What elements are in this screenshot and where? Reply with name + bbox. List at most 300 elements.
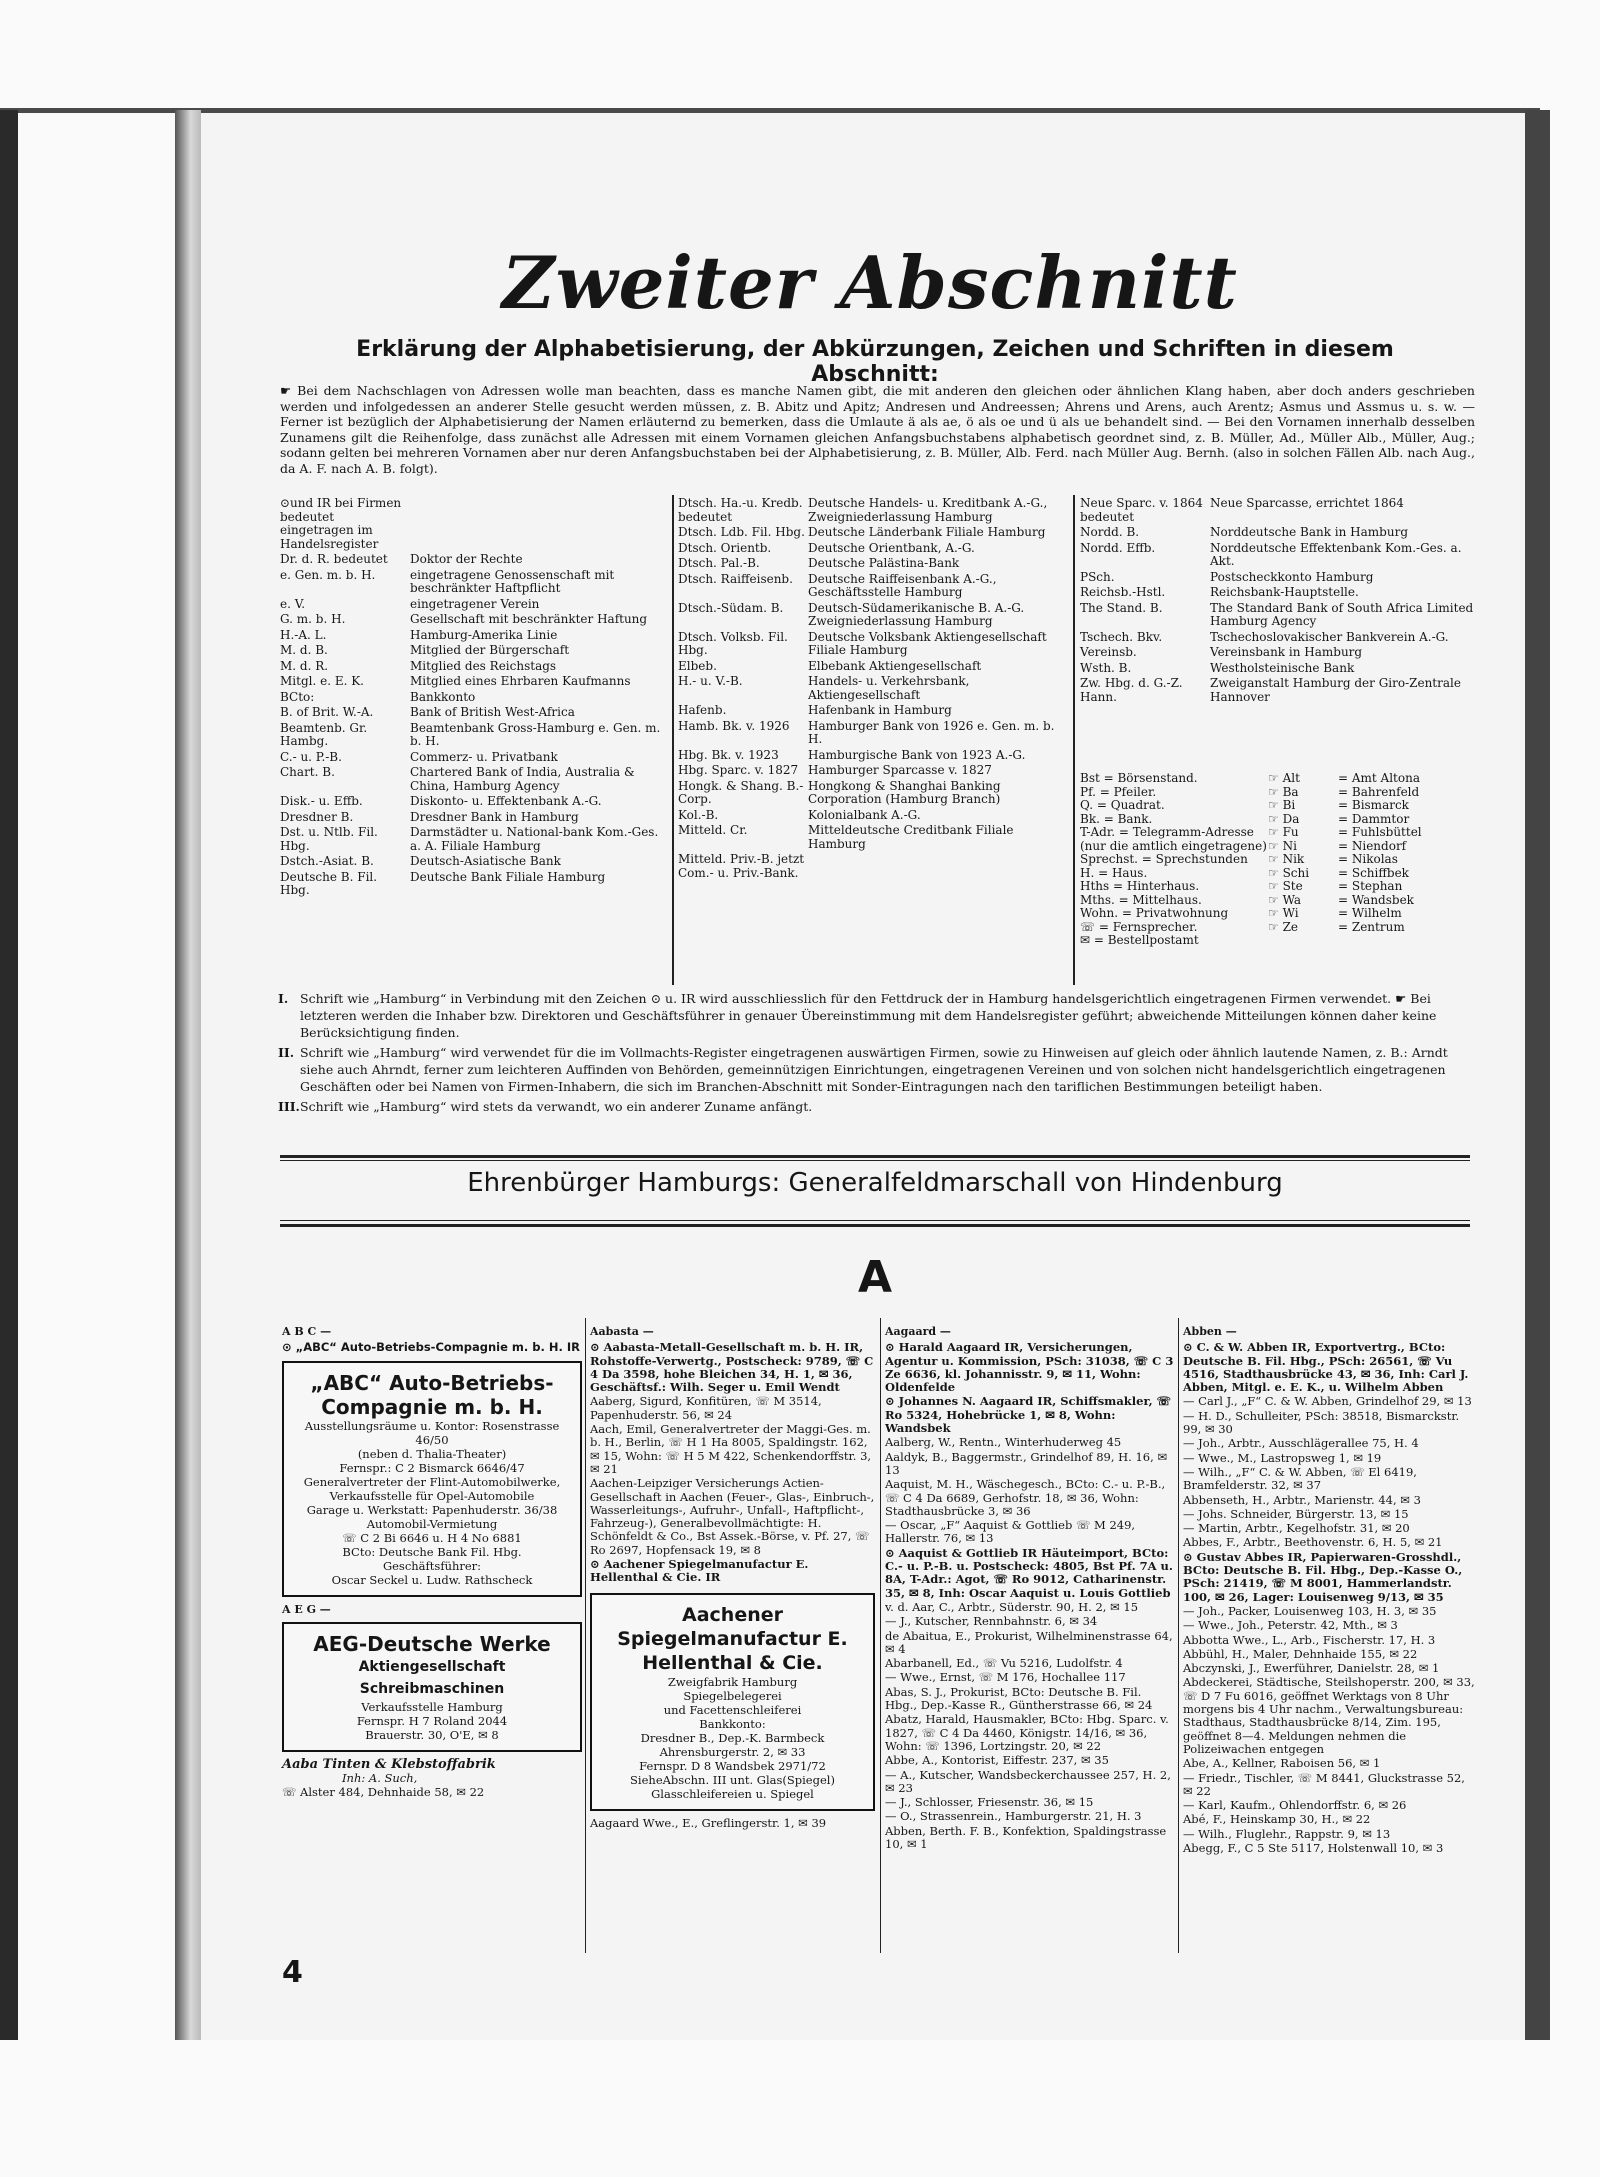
directory-entry: Aagaard Wwe., E., Greflingerstr. 1, ✉ 39	[590, 1815, 827, 1830]
ad-line: Bankkonto:	[699, 1716, 766, 1731]
directory-column-4	[1183, 1325, 1475, 1856]
note-label: II.	[278, 1045, 295, 1060]
directory-entry: — Johs. Schneider, Bürgerstr. 13, ✉ 15	[1183, 1506, 1409, 1521]
postal-name: = Zentrum	[1338, 919, 1405, 934]
abbreviation-key: Dtsch. Orientb.	[678, 540, 772, 555]
directory-entry: — Friedr., Tischler, ☏ M 8441, Gluckstrasse 52, ✉ 22	[1183, 1770, 1465, 1798]
intro-text: Bei dem Nachschlagen von Adressen wolle man beachten, dass es manche Namen gibt, die mit anderen den gleichen oder ähnlichen Klang haben, aber doch anders geschrieben werden und infolgedessen an anderer Stelle gesucht werden müssen, z. B. Abitz und Apitz; Andresen und Andreessen; Ahrens und Arens, auch Arentz; Asmus und Assmus u. s. w. — Ferner ist bezüglich der Alphabetisierung der Namen erläuternd zu bemerken, dass die Umlaute ä als ae, ö als oe und ü als ue behandelt sind. — Bei den Vornamen innerhalb desselben Zunamens gilt die Reihenfolge, dass zunächst alle Adressen mit einem Vornamen gleichen Anfangsbuchstabens alphabetisch geordnet sind, z. B. Müller, Ad., Müller Alb., Müller, Aug.; sodann gelten bei mehreren Vornamen aber nur deren Anfangsbuchstaben bei der Alphabetisierung, z. B. Müller, Alb. Ferd. nach Müller Aug. Bernh. (also in solchen Fällen Alb. nach Aug., da A. F. nach A. B. folgt).	[280, 383, 1475, 476]
entries-list	[590, 1341, 875, 1584]
postal-name: = Niendorf	[1338, 838, 1407, 853]
abbreviation-key: Vereinsb.	[1080, 645, 1137, 659]
ad-line: SieheAbschn. III unt. Glas(Spiegel)	[630, 1772, 835, 1787]
abbreviation-row	[678, 542, 1068, 556]
abbreviation-value: Deutsche Volksbank Aktiengesellschaft Filiale Hamburg	[808, 629, 1047, 657]
directory-entry: — O., Strassenrein., Hamburgerstr. 21, H. 3	[885, 1809, 1142, 1824]
postal-name: = Schiffbek	[1338, 865, 1409, 880]
abbreviation-key: Deutsche B. Fil. Hbg.	[280, 869, 378, 897]
symbol-item: Bst = Börsenstand.	[1080, 771, 1198, 785]
abbreviation-key: B. of Brit. W.-A.	[280, 705, 374, 719]
directory-entry: — Wilh., „F“ C. & W. Abben, ☏ El 6419, Bramfelderstr. 32, ✉ 37	[1183, 1464, 1417, 1493]
symbol-item: ☏ = Fernsprecher.	[1080, 919, 1198, 934]
abbreviation-row	[1080, 646, 1475, 660]
postal-code: ☞ Bi	[1268, 798, 1296, 812]
symbol-item: T-Adr. = Telegramm-Adresse (nur die amtlich eingetragene)	[1080, 825, 1267, 853]
symbols-legend	[1080, 772, 1270, 948]
directory-entry: Abarbanell, Ed., ☏ Vu 5216, Ludolfstr. 4	[885, 1656, 1123, 1671]
abbreviation-key: e. Gen. m. b. H.	[280, 567, 376, 582]
directory-entry: — J., Schlosser, Friesenstr. 36, ✉ 15	[885, 1795, 1094, 1810]
abbreviation-key: Dresdner B.	[280, 809, 354, 824]
abbreviation-row	[678, 602, 1068, 629]
abbreviation-key: Hbg. Bk. v. 1923	[678, 747, 779, 762]
postal-code: ☞ Ni	[1268, 838, 1297, 853]
abbreviation-key: Kol.-B.	[678, 807, 719, 822]
abbreviation-value: Darmstädter u. National-bank Kom.-Ges. a. A. Filiale Hamburg	[410, 825, 659, 853]
banner-rule-top	[280, 1155, 1470, 1158]
postal-row	[1268, 894, 1478, 908]
abbreviation-value: Diskonto- u. Effektenbank A.-G.	[410, 794, 602, 808]
postal-code: ☞ Wa	[1268, 892, 1302, 907]
abbreviation-row	[280, 826, 670, 853]
directory-entry: Abas, S. J., Prokurist, BCto: Deutsche B. Fil. Hbg., Dep.-Kasse R., Güntherstrasse 66, ✉ 24	[885, 1684, 1153, 1713]
directory-entry: ⊙ C. & W. Abben IR, Exportvertrg., BCto: Deutsche B. Fil. Hbg., PSch: 26561, ☏ Vu 4516, Stadthausbrücke 43, ✉ 36, Inh: Carl J. Abben, Mitgl. e. E. K., u. Wilhelm Abben	[1183, 1340, 1469, 1395]
abbreviations-column-3	[1080, 497, 1475, 706]
abbreviation-key: Dtsch. Pal.-B.	[678, 556, 760, 570]
abbreviation-row	[678, 497, 1068, 524]
abbreviation-key: Dstch.-Asiat. B.	[280, 854, 374, 868]
abbreviation-value: Dresdner Bank in Hamburg	[410, 809, 579, 824]
directory-entry: ⊙ Aachener Spiegelmanufactur E. Hellenthal & Cie. IR	[590, 1557, 809, 1585]
postal-name: = Wilhelm	[1338, 906, 1402, 920]
abbreviation-value: Deutsche Orientbank, A.-G.	[808, 540, 975, 555]
abbreviation-value: Zweiganstalt Hamburg der Giro-Zentrale Hannover	[1210, 676, 1461, 704]
column-divider	[1073, 495, 1075, 985]
abbreviation-value: eingetragene Genossenschaft mit beschränkter Haftpflicht	[410, 567, 615, 595]
ad-line: Brauerstr. 30, O'E, ✉ 8	[365, 1727, 499, 1742]
abbreviation-key: Nordd. B.	[1080, 525, 1140, 539]
column-head: Aabasta —	[590, 1325, 654, 1338]
abbreviation-value: Kolonialbank A.-G.	[808, 807, 921, 822]
column-head: Abben —	[1183, 1325, 1237, 1338]
abbreviation-row	[678, 704, 1068, 718]
abbreviation-row	[280, 675, 670, 689]
abbreviation-row	[280, 795, 670, 809]
abbreviation-key: M. d. R.	[280, 658, 329, 673]
abbreviation-key: ⊙und IR bei Firmen bedeutet eingetragen im Handelsregister	[280, 496, 402, 551]
section-title: Zweiter Abschnitt	[502, 240, 1238, 325]
abbreviation-value: Elbebank Aktiengesellschaft	[808, 658, 982, 673]
directory-entry: ⊙ Aabasta-Metall-Gesellschaft m. b. H. IR, Rohstoffe-Verwertg., Postscheck: 9789, ☏ C 4 Da 3598, hohe Bleichen 34, H. 1, ✉ 36, Geschäftsf.: Wilh. Seger u. Emil Wendt	[590, 1340, 874, 1395]
abbreviation-row	[678, 660, 1068, 674]
postal-row	[1268, 867, 1478, 881]
abbreviation-value: Hafenbank in Hamburg	[808, 703, 952, 717]
postal-code: ☞ Ste	[1268, 879, 1303, 893]
abbreviation-row	[1080, 497, 1475, 524]
note-item	[278, 1098, 1475, 1115]
ad-line: Garage u. Werkstatt: Papenhuderstr. 36/38	[306, 1502, 558, 1517]
postal-row	[1268, 826, 1478, 840]
postal-row	[1268, 786, 1478, 800]
abbreviation-value: Handels- u. Verkehrsbank, Aktiengesellschaft	[808, 674, 970, 702]
symbol-item: Hths = Hinterhaus.	[1080, 879, 1200, 893]
abbreviation-row	[678, 749, 1068, 763]
symbol-item: Wohn. = Privatwohnung	[1080, 906, 1229, 920]
abbreviation-row	[280, 629, 670, 643]
directory-entry: Inh: A. Such,	[342, 1771, 418, 1786]
ad-title: „ABC“ Auto-Betriebs-Compagnie m. b. H.	[310, 1370, 554, 1419]
abbreviation-row	[280, 811, 670, 825]
directory-entry: Aalberg, W., Rentn., Winterhuderweg 45	[885, 1435, 1122, 1450]
abbreviation-value: The Standard Bank of South Africa Limited Hamburg Agency	[1210, 600, 1474, 628]
postal-code: ☞ Fu	[1268, 825, 1299, 839]
directory-entry: — Joh., Arbtr., Ausschlägerallee 75, H. 4	[1183, 1436, 1419, 1451]
ad-line: und Facettenschleiferei	[663, 1702, 802, 1717]
column-divider	[1178, 1318, 1179, 1953]
abbreviation-key: H.-A. L.	[280, 627, 327, 642]
ad-line: Oscar Seckel u. Ludw. Rathscheck	[331, 1572, 533, 1587]
abbreviation-row	[678, 780, 1068, 807]
abbreviation-key: Disk.- u. Effb.	[280, 794, 363, 808]
abbreviation-key: Chart. B.	[280, 765, 335, 779]
postal-row	[1268, 853, 1478, 867]
abbreviation-value: Mitglied der Bürgerschaft	[410, 643, 570, 657]
abbreviation-value: Mitglied des Reichstags	[410, 658, 557, 673]
directory-entry: ⊙ „ABC“ Auto-Betriebs-Compagnie m. b. H. IR	[282, 1340, 581, 1355]
ad-line: Verkaufsstelle Hamburg	[361, 1699, 503, 1714]
abbreviation-value: Reichsbank-Hauptstelle.	[1210, 585, 1359, 599]
abbreviation-value: Deutsche Handels- u. Kreditbank A.-G., Zweigniederlassung Hamburg	[808, 496, 1048, 524]
directory-entry: — Karl, Kaufm., Ohlendorffstr. 6, ✉ 26	[1183, 1798, 1407, 1813]
abbreviation-value: Deutsche Länderbank Filiale Hamburg	[808, 525, 1046, 539]
directory-entry: ⊙ Harald Aagaard IR, Versicherungen, Agentur u. Kommission, PSch: 31038, ☏ C 3 Ze 6636, kl. Johannisstr. 9, ✉ 11, Wohn: Oldenfelde	[885, 1340, 1174, 1395]
abbreviation-key: Elbeb.	[678, 658, 717, 673]
directory-entry: ⊙ Johannes N. Aagaard IR, Schiffsmakler, ☏ Ro 5324, Hohebrücke 1, ✉ 8, Wohn: Wandsbek	[885, 1394, 1172, 1436]
abbreviation-row	[280, 871, 670, 898]
abbreviation-key: Beamtenb. Gr. Hambg.	[280, 720, 368, 748]
abbreviation-row	[280, 598, 670, 612]
note-item	[278, 1044, 1475, 1095]
abbreviation-value: Postscheckkonto Hamburg	[1210, 569, 1374, 584]
ad-title: Aachener Spiegelmanufactur E. Hellenthal & Cie.	[617, 1603, 848, 1674]
abbreviation-value: Bank of British West-Africa	[410, 705, 575, 719]
directory-entry: Aach, Emil, Generalvertreter der Maggi-Ges. m. b. H., Berlin, ☏ H 1 Ha 8005, Spaldingstr. 162, ✉ 15, Wohn: ☏ H 5 M 422, Schenkendorffstr. 3, ✉ 21	[590, 1422, 872, 1476]
abbreviation-key: Mitteld. Cr.	[678, 823, 748, 837]
directory-entry: Aachen-Leipziger Versicherungs Actien-Gesellschaft in Aachen (Feuer-, Glas-, Einbruch-, Wasserleitungs-, Aufruhr-, Unfall-, Haftpflicht-, Fahrzeug-), Generalbevollmächtigte: H. Schönfeldt & Co., Bst Assek.-Börse, v. Pf. 27, ☏ Ro 2697, Hopfensack 19, ✉ 8	[590, 1476, 875, 1557]
symbol-item: Pf. = Pfeiler.	[1080, 784, 1157, 799]
abbreviation-key: Mitteld. Priv.-B. jetzt Com.- u. Priv.-Bank.	[678, 852, 805, 880]
abbreviation-row	[1080, 586, 1475, 600]
directory-entry: Abben, Berth. F. B., Konfektion, Spaldingstrasse 10, ✉ 1	[885, 1823, 1167, 1851]
note-label: I.	[278, 991, 289, 1006]
abbreviation-value: Bankkonto	[410, 689, 476, 704]
column-divider	[585, 1318, 586, 1953]
postal-row	[1268, 799, 1478, 813]
postal-name: = Bismarck	[1338, 798, 1409, 812]
abbreviation-key: Neue Sparc. v. 1864 bedeutet	[1080, 496, 1203, 524]
directory-entry: — Joh., Packer, Louisenweg 103, H. 3, ✉ 35	[1183, 1603, 1437, 1618]
directory-entry: Aaldyk, B., Baggermstr., Grindelhof 89, H. 16, ✉ 13	[885, 1449, 1168, 1477]
abbreviation-row	[1080, 602, 1475, 629]
abbreviation-key: Zw. Hbg. d. G.-Z. Hann.	[1080, 676, 1183, 704]
postal-name: = Wandsbek	[1338, 892, 1414, 907]
column-head: A B C —	[282, 1325, 332, 1338]
postal-name: = Bahrenfeld	[1338, 784, 1420, 799]
abbreviation-key: Nordd. Effb.	[1080, 540, 1156, 555]
postal-district-legend	[1268, 772, 1478, 934]
directory-entry: Aaba Tinten & Klebstoffabrik	[282, 1756, 496, 1772]
symbol-item: ✉ = Bestellpostamt	[1080, 933, 1199, 947]
directory-entry: v. d. Aar, C., Arbtr., Süderstr. 90, H. 2, ✉ 15	[885, 1599, 1139, 1614]
abbreviation-row	[280, 553, 670, 567]
abbreviation-key: G. m. b. H.	[280, 612, 346, 626]
directory-column-3	[885, 1325, 1175, 1852]
abbreviation-key: Mitgl. e. E. K.	[280, 674, 364, 688]
abbreviation-value: Deutsche Palästina-Bank	[808, 556, 960, 570]
symbol-item: Sprechst. = Sprechstunden	[1080, 852, 1248, 866]
abbreviation-value: Chartered Bank of India, Australia & China, Hamburg Agency	[410, 765, 635, 793]
ad-line: Zweigfabrik Hamburg	[667, 1674, 798, 1689]
abbreviation-key: Tschech. Bkv.	[1080, 629, 1163, 644]
directory-entry: — Wwe., Joh., Peterstr. 42, Mth., ✉ 3	[1183, 1618, 1398, 1633]
ad-subtitle: Aktiengesellschaft	[358, 1658, 506, 1675]
directory-entry: Abé, F., Heinskamp 30, H., ✉ 22	[1183, 1812, 1371, 1827]
postal-name: = Dammtor	[1338, 811, 1410, 826]
abbreviation-row	[280, 569, 670, 596]
banner-rule-bottom	[280, 1224, 1470, 1227]
directory-entry: — H. D., Schulleiter, PSch: 38518, Bismarckstr. 99, ✉ 30	[1183, 1408, 1460, 1437]
abbreviation-row	[1080, 542, 1475, 569]
ad-line: (neben d. Thalia-Theater)	[357, 1446, 507, 1461]
directory-entry: Aaberg, Sigurd, Konfitüren, ☏ M 3514, Papenhuderstr. 56, ✉ 24	[590, 1394, 822, 1422]
postal-row	[1268, 880, 1478, 894]
abbreviation-key: Hamb. Bk. v. 1926	[678, 718, 790, 733]
abbreviation-key: e. V.	[280, 596, 306, 611]
symbol-item: Q. = Quadrat.	[1080, 798, 1165, 812]
postal-row	[1268, 907, 1478, 921]
ad-title: AEG-Deutsche Werke	[313, 1631, 551, 1656]
directory-entry: ⊙ Aaquist & Gottlieb IR Häuteimport, BCto: C.- u. P.-B. u. Postscheck: 4805, Bst Pf. 7A u. 8A, T-Adr.: Agot, ☏ Ro 9012, Catharinenstr. 35, ✉ 8, Inh: Oscar Aaquist u. Louis Gottlieb	[885, 1545, 1173, 1600]
directory-entry: Abbühl, H., Maler, Dehnhaide 155, ✉ 22	[1183, 1646, 1418, 1661]
postal-code: ☞ Ba	[1268, 784, 1299, 799]
note-text: Schrift wie „Hamburg“ wird stets da verwandt, wo ein anderer Zuname anfängt.	[300, 1099, 813, 1114]
note-text: Schrift wie „Hamburg“ in Verbindung mit den Zeichen ⊙ u. IR wird ausschliesslich für den Fettdruck der in Hamburg handelsgerichtlich eingetragenen Firmen verwendet. ☛ Bei letzteren werden die Inhaber bzw. Direktoren und Geschäftsführer in genauer Übereinstimmung mit dem Handelsregister geführt; abweichende Mitteilungen können daher keine Berücksichtigung finden.	[300, 991, 1437, 1040]
directory-entry: Aaquist, M. H., Wäschegesch., BCto: C.- u. P.-B., ☏ C 4 Da 6689, Gerhofstr. 18, ✉ 36, Wohn: Stadthausbrücke 3, ✉ 36	[885, 1477, 1166, 1518]
postal-code: ☞ Wi	[1268, 906, 1299, 920]
abbreviation-value: Norddeutsche Bank in Hamburg	[1210, 525, 1408, 539]
ad-line: Glasschleifereien u. Spiegel	[651, 1786, 814, 1801]
abbreviation-value: Beamtenbank Gross-Hamburg e. Gen. m. b. H.	[410, 720, 661, 748]
directory-entry: ⊙ Gustav Abbes IR, Papierwaren-Grosshdl., BCto: Deutsche B. Fil. Hbg., Dep.-Kasse O., PSch: 21419, ☏ M 8001, Hammerlandstr. 100, ✉ 26, Lager: Louisenweg 9/13, ✉ 35	[1183, 1549, 1463, 1604]
abbreviation-row	[678, 631, 1068, 658]
abbreviation-value: Deutsch-Asiatische Bank	[410, 854, 561, 868]
ad-line: Spiegelbelegerei	[683, 1688, 782, 1703]
abbreviation-row	[280, 660, 670, 674]
postal-name: = Fuhlsbüttel	[1338, 825, 1422, 839]
directory-entry: Abbotta Wwe., L., Arb., Fischerstr. 17, H. 3	[1183, 1632, 1436, 1647]
abbreviation-value: Commerz- u. Privatbank	[410, 749, 558, 764]
page-number: 4	[282, 1955, 303, 1990]
abbreviation-row	[280, 691, 670, 705]
ad-line: Ahrensburgerstr. 2, ✉ 33	[659, 1744, 806, 1759]
ad-line: ☏ C 2 Bi 6646 u. H 4 No 6881	[342, 1530, 522, 1545]
ad-line: BCto: Deutsche Bank Fil. Hbg.	[342, 1544, 522, 1559]
abbreviation-row	[280, 644, 670, 658]
ad-lines	[290, 1419, 574, 1587]
abbreviation-value: Deutsche Raiffeisenbank A.-G., Geschäftsstelle Hamburg	[808, 571, 997, 599]
directory-entry: Abdeckerei, Städtische, Steilshoperstr. 200, ✉ 33, ☏ D 7 Fu 6016, geöffnet Werktags von 8 Uhr morgens bis 4 Uhr nachm., Verwaltungsbureau: Stadthaus, Stadthausbrücke 8/14, Zim. 195, geöffnet 8—4. Meldungen nehmen die Polizeiwachen entgegen	[1183, 1675, 1475, 1756]
postal-code: ☞ Nik	[1268, 852, 1305, 866]
ad-lines	[290, 1700, 574, 1742]
abbreviation-row	[678, 573, 1068, 600]
abbreviation-value: Hamburgische Bank von 1923 A.-G.	[808, 747, 1026, 762]
abbreviation-row	[280, 497, 670, 551]
ad-line: Automobil-Vermietung	[366, 1516, 498, 1531]
column-head: Aagaard —	[885, 1325, 951, 1338]
note-label: III.	[278, 1099, 300, 1114]
abbreviation-value: Hamburger Sparcasse v. 1827	[808, 763, 992, 777]
abbreviation-value: Hamburger Bank von 1926 e. Gen. m. b. H.	[808, 718, 1055, 746]
intro-paragraph	[280, 383, 1475, 476]
abbreviation-key: PSch.	[1080, 569, 1115, 584]
ad-line: Ausstellungsräume u. Kontor: Rosenstrasse 46/50	[304, 1418, 560, 1447]
directory-column-1	[282, 1325, 582, 1801]
note-item	[278, 990, 1475, 1041]
postal-code: ☞ Schi	[1268, 865, 1310, 880]
abbreviation-key: C.- u. P.-B.	[280, 749, 342, 764]
abbreviation-key: BCto:	[280, 689, 315, 704]
directory-entry: — Oscar, „F“ Aaquist & Gottlieb ☏ M 249, Hallerstr. 76, ✉ 13	[885, 1518, 1136, 1546]
abbreviation-key: M. d. B.	[280, 643, 328, 657]
directory-entry: Abbes, F., Arbtr., Beethovenstr. 6, H. 5, ✉ 21	[1183, 1535, 1443, 1550]
abbreviation-value: Tschechoslovakischer Bankverein A.-G.	[1210, 629, 1449, 644]
directory-entry: Abczynski, J., Ewerführer, Danielstr. 28, ✉ 1	[1183, 1661, 1440, 1676]
abbreviation-value: Westholsteinische Bank	[1210, 660, 1355, 675]
abbreviation-row	[280, 766, 670, 793]
postal-row	[1268, 921, 1478, 935]
symbol-item: H. = Haus.	[1080, 865, 1148, 880]
entries-list	[1183, 1341, 1475, 1855]
abbreviation-key: Hongk. & Shang. B.-Corp.	[678, 778, 804, 806]
ad-line: Fernspr. D 8 Wandsbek 2971/72	[639, 1758, 826, 1773]
abbreviation-value: Mitteldeutsche Creditbank Filiale Hamburg	[808, 823, 1014, 851]
abbreviation-value: Deutsch-Südamerikanische B. A.-G. Zweigniederlassung Hamburg	[808, 600, 1025, 628]
postal-row	[1268, 813, 1478, 827]
page-shadow-right	[1525, 110, 1550, 2040]
postal-code: ☞ Da	[1268, 811, 1300, 826]
abbreviation-key: H.- u. V.-B.	[678, 674, 743, 688]
banner-rule-bottom-thin	[280, 1220, 1470, 1221]
abbreviations-column-2	[678, 497, 1068, 882]
abbreviation-key: Dst. u. Ntlb. Fil. Hbg.	[280, 825, 378, 853]
advertisement-aeg	[282, 1622, 582, 1752]
postal-row	[1268, 772, 1478, 786]
abbreviation-row	[678, 526, 1068, 540]
abbreviation-value	[808, 853, 1068, 880]
abbreviation-row	[678, 675, 1068, 702]
directory-entry: — Wilh., Fluglehr., Rappstr. 9, ✉ 13	[1183, 1826, 1391, 1841]
abbreviation-value: Hongkong & Shanghai Banking Corporation (Hamburg Branch)	[808, 778, 1001, 806]
postal-name: = Stephan	[1338, 879, 1403, 893]
postal-name: = Nikolas	[1338, 852, 1398, 866]
directory-entry: Abegg, F., C 5 Ste 5117, Holstenwall 10, ✉ 3	[1183, 1840, 1444, 1855]
abbreviation-value	[410, 497, 670, 551]
directory-entry: Abbenseth, H., Arbtr., Marienstr. 44, ✉ 3	[1183, 1492, 1421, 1507]
abbreviation-row	[1080, 631, 1475, 645]
postal-name: = Amt Altona	[1338, 771, 1420, 785]
abbreviation-row	[1080, 662, 1475, 676]
postal-row	[1268, 840, 1478, 854]
abbreviation-row	[678, 824, 1068, 851]
abbreviation-row	[280, 706, 670, 720]
symbol-item: Bk. = Bank.	[1080, 811, 1153, 826]
abbreviation-row	[280, 722, 670, 749]
column-head: A E G —	[282, 1602, 331, 1616]
advertisement-abc	[282, 1361, 582, 1597]
entries-list	[885, 1341, 1175, 1851]
abbreviation-row	[678, 557, 1068, 571]
abbreviation-row	[678, 809, 1068, 823]
book-spine	[175, 110, 201, 2040]
abbreviation-row	[678, 720, 1068, 747]
abbreviation-key: Dtsch. Ldb. Fil. Hbg.	[678, 525, 805, 539]
abbreviation-key: Dtsch. Ha.-u. Kredb. bedeutet	[678, 496, 803, 524]
postal-code: ☞ Alt	[1268, 771, 1300, 785]
abbreviation-value: Vereinsbank in Hamburg	[1210, 645, 1363, 659]
ad-line: Geschäftsführer:	[382, 1558, 482, 1573]
section-subtitle: Erklärung der Alphabetisierung, der Abkürzungen, Zeichen und Schriften in diesem Abschnitt:	[356, 337, 1394, 387]
directory-entry: — Martin, Arbtr., Kegelhofstr. 31, ✉ 20	[1183, 1521, 1410, 1536]
abbreviation-value: Norddeutsche Effektenbank Kom.-Ges. a. Akt.	[1210, 540, 1462, 568]
page-shadow-left	[0, 110, 18, 2040]
abbreviation-row	[1080, 571, 1475, 585]
directory-entry: Abe, A., Kellner, Raboisen 56, ✉ 1	[1183, 1756, 1381, 1771]
column-divider	[880, 1318, 881, 1953]
abbreviations-column-1	[280, 497, 670, 900]
column-divider	[672, 495, 674, 985]
directory-entry: — A., Kutscher, Wandsbeckerchaussee 257, H. 2, ✉ 23	[885, 1767, 1171, 1795]
section-letter: A	[857, 1252, 893, 1303]
note-text: Schrift wie „Hamburg“ wird verwendet für die im Vollmachts-Register eingetragenen auswärtigen Firmen, sowie zu Hinweisen auf gleich oder ähnlich lautende Namen, z. B.: Arndt siehe auch Ahrndt, ferner zum leichteren Auffinden von Behörden, gemeinnützigen Einrichtungen, eingetragenen Vereinen und von solchen nicht handelsgerichtlich eingetragenen Geschäften oder bei Namen von Firmen-Inhabern, die sich im Branchen-Abschnitt mit Sonder-Eintragungen nach den tariflichen Bestimmungen beteiligt haben.	[300, 1045, 1448, 1094]
abbreviation-row	[678, 764, 1068, 778]
directory-entry: — Wwe., Ernst, ☏ M 176, Hochallee 117	[885, 1670, 1126, 1685]
abbreviation-row	[280, 613, 670, 627]
abbreviation-row	[1080, 526, 1475, 540]
symbol-item: Mths. = Mittelhaus.	[1080, 892, 1202, 907]
ad-line: Fernspr. H 7 Roland 2044	[356, 1713, 508, 1728]
advertisement-aachener	[590, 1593, 875, 1811]
font-usage-notes	[278, 990, 1475, 1118]
postal-code: ☞ Ze	[1268, 919, 1299, 934]
abbreviation-key: Dtsch. Volksb. Fil. Hbg.	[678, 629, 788, 657]
abbreviation-value: Hamburg-Amerika Linie	[410, 627, 558, 642]
directory-entry: de Abaitua, E., Prokurist, Wilhelminenstrasse 64, ✉ 4	[885, 1628, 1173, 1656]
directory-entry: ☏ Alster 484, Dehnhaide 58, ✉ 22	[282, 1785, 485, 1800]
directory-entry: — Wwe., M., Lastropsweg 1, ✉ 19	[1183, 1450, 1382, 1465]
abbreviation-key: Dtsch. Raiffeisenb.	[678, 571, 793, 586]
banner-rule-top-thin	[280, 1160, 1470, 1161]
abbreviation-key: Dtsch.-Südam. B.	[678, 600, 784, 615]
directory-entry: — J., Kutscher, Rennbahnstr. 6, ✉ 34	[885, 1614, 1098, 1629]
ad-line: Generalvertreter der Flint-Automobilwerke, Verkaufsstelle für Opel-Automobile	[303, 1474, 561, 1503]
abbreviation-row	[1080, 677, 1475, 704]
abbreviation-key: Reichsb.-Hstl.	[1080, 585, 1166, 599]
abbreviation-row	[678, 853, 1068, 880]
pointing-hand-icon: ☛	[280, 383, 292, 398]
abbreviation-row	[280, 855, 670, 869]
abbreviation-value: Doktor der Rechte	[410, 552, 523, 566]
abbreviation-value: Mitglied eines Ehrbaren Kaufmanns	[410, 674, 631, 688]
ad-lines	[598, 1675, 867, 1801]
